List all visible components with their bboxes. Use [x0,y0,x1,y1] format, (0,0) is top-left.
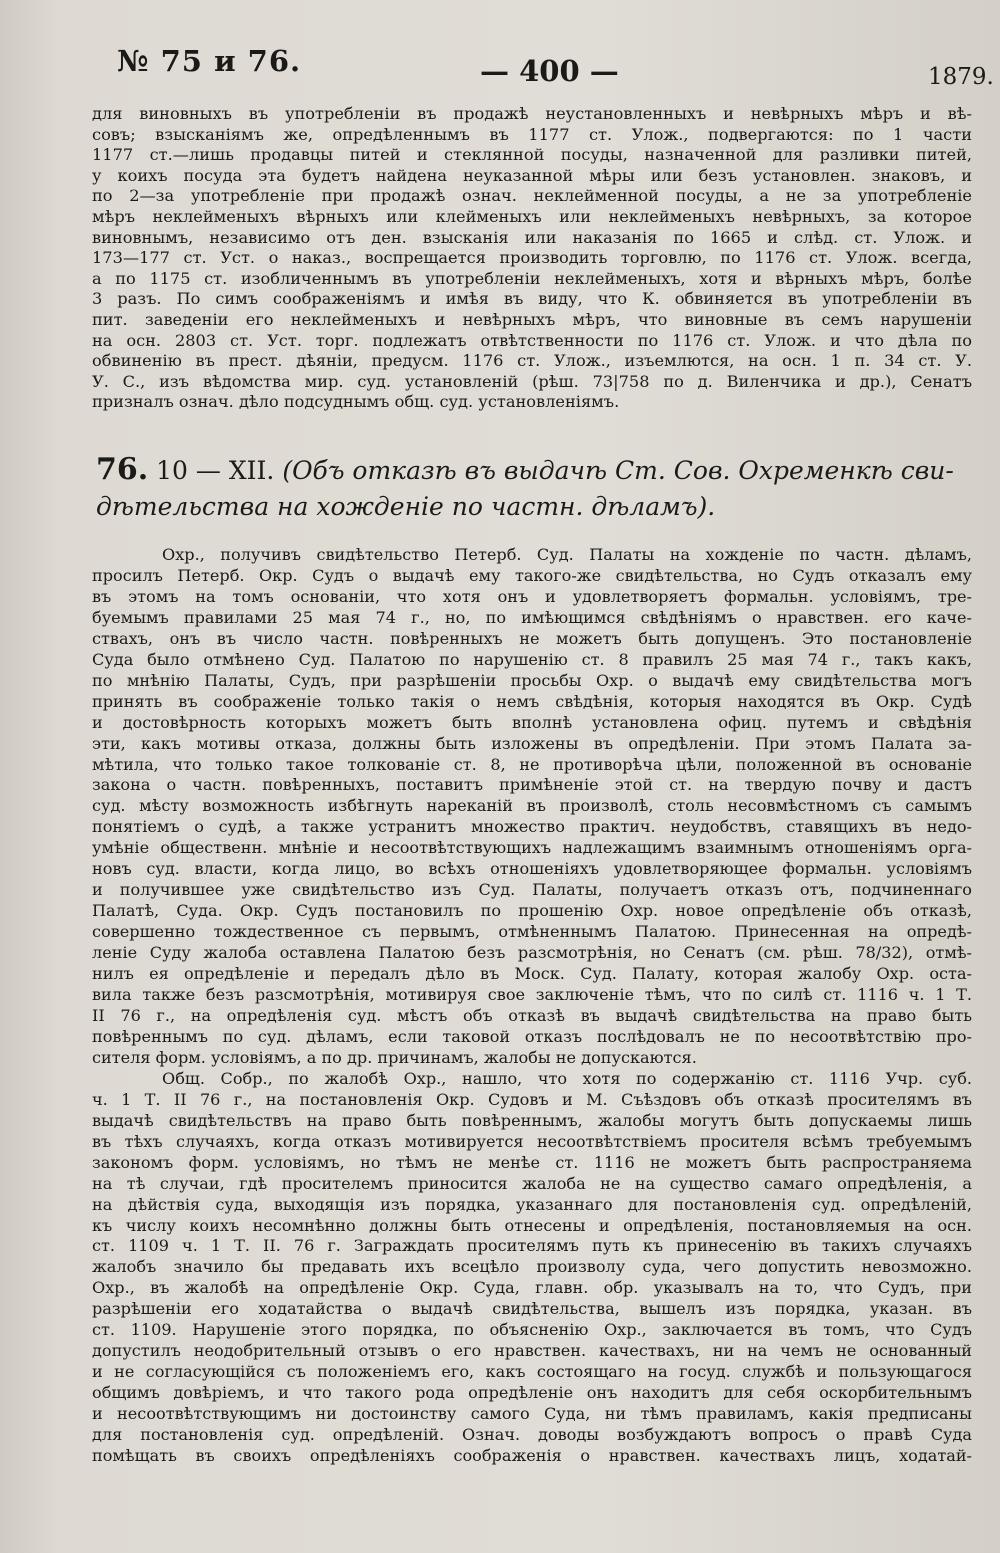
text-line: общимъ довѣріемъ, и что такого рода опредѣленіе онъ находитъ для себя оскорбительнымъ [92,1383,972,1403]
section-body [92,545,972,1467]
text-line: просилъ Петерб. Окр. Судъ о выдачѣ ему такого-же свидѣтельства, но Судъ отказалъ ему [92,565,972,585]
section-date: 10 — XII. [156,456,275,485]
text-line: совершенно тождественное съ первымъ, отмѣненнымъ Палатою. Принесенная на опредѣ- [92,922,972,942]
section-heading [96,452,976,525]
page-header [0,0,1000,100]
text-line: ч. 1 Т. II 76 г., на постановленія Окр. Судовъ и М. Съѣздовъ объ отказѣ просителямъ въ [92,1089,972,1109]
text-line: на осн. 2803 ст. Уст. торг. подлежатъ отвѣтственности по 1176 ст. Улож. и что дѣла по [92,330,972,350]
text-line: нилъ ея опредѣленіе и передалъ дѣло въ Моск. Суд. Палату, которая жалобу Охр. оста- [92,964,972,984]
text-line: а по 1175 ст. изобличеннымъ въ употребленіи неклейменыхъ, хотя и вѣрныхъ мѣръ, болѣе [92,268,972,288]
text-line: Палатѣ, Суда. Окр. Судъ постановилъ по прошенію Охр. новое опредѣленіе объ отказѣ, [92,901,972,921]
text-line: и получившее уже свидѣтельство изъ Суд. Палаты, получаетъ отказъ отъ, подчиненнаго [92,880,972,900]
text-line: понятіемъ о судѣ, а также устранитъ множество практич. неудобствъ, ставящихъ въ недо- [92,817,972,837]
text-line: Суда было отмѣнено Суд. Палатою по нарушенію ст. 8 правилъ 25 мая 74 г., такъ какъ, [92,649,972,669]
text-line: къ числу коихъ несомнѣнно должны быть отнесены и опредѣленія, постановляемыя на осн. [92,1215,972,1235]
section-title-line-2: дѣтельства на хожденіе по частн. дѣламъ). [96,492,716,521]
issue-number: № 75 и 76. [117,44,302,78]
text-line: леніе Суду жалоба оставлена Палатою безъ разсмотрѣнія, но Сенатъ (см. рѣш. 78/32), отмѣ- [92,943,972,963]
text-line: принять въ соображеніе только такія о немъ свѣдѣнія, которыя находятся въ Окр. Судѣ [92,691,972,711]
text-line: помѣщать въ своихъ опредѣленіяхъ соображенія о нравствен. качествахъ лицъ, ходатай- [92,1445,972,1465]
text-line: II 76 г., на опредѣленія суд. мѣстъ объ отказѣ въ выдачѣ свидѣтельства на право быть [92,1005,972,1025]
text-line: и не согласующійся съ положеніемъ его, какъ состоящаго на госуд. службѣ и пользующагося [92,1362,972,1382]
text-line: буемымъ правилами 25 мая 74 г., но, по имѣющимся свѣдѣніямъ о нравствен. его каче- [92,607,972,627]
text-line: обвиненію въ прест. дѣяніи, предусм. 1176 ст. Улож., изъемлются, на осн. 1 п. 34 ст. У. [92,351,972,371]
text-line: закона о частн. повѣренныхъ, поставитъ примѣненіе этой ст. на твердую почву и дастъ [92,775,972,795]
text-line: умѣніе общественн. мнѣніе и несоотвѣтствующихъ надлежащимъ взаимнымъ отношеніямъ орга- [92,838,972,858]
text-line: на дѣйствія суда, выходящія изъ порядка, указаннаго для постановленія суд. опредѣленій, [92,1194,972,1214]
text-line: повѣреннымъ по суд. дѣламъ, если таковой отказъ послѣдовалъ не по несоотвѣтствію про- [92,1026,972,1046]
text-line: виновнымъ, независимо отъ ден. взысканія или наказанія по 1665 и слѣд. ст. Улож. и [92,227,972,247]
text-line: мѣтила, что только такое толкованіе ст. 8, не противорѣча цѣли, положенной въ основаніе [92,754,972,774]
text-line: сителя форм. условіямъ, а по др. причинамъ, жалобы не допускаются. [92,1047,697,1067]
text-line: закономъ форм. условіямъ, но тѣмъ не менѣе ст. 1116 не можетъ быть распространяема [92,1152,972,1172]
text-line: по мнѣнію Палаты, Судъ, при разрѣшеніи просьбы Охр. о выдачѣ ему свидѣтельства могъ [92,670,972,690]
text-line: для виновныхъ въ употребленіи въ продажѣ неустановленныхъ и невѣрныхъ мѣръ и вѣ- [92,104,972,123]
text-line: 1177 ст.—лишь продавцы питей и стеклянной посуды, назначенной для разливки питей, [92,145,972,165]
text-line: въ тѣхъ случаяхъ, когда отказъ мотивируется несоотвѣтствіемъ просителя всѣмъ требуемымъ [92,1131,972,1151]
text-line: у коихъ посуда эта будетъ найдена неуказанной мѣры или безъ установлен. знаковъ, и [92,165,972,185]
section-title-line-1: (Объ отказѣ въ выдачѣ Ст. Сов. Охременкѣ сви- [282,456,954,485]
text-line: 173—177 ст. Уст. о наказ., воспрещается производить торговлю, по 1176 ст. Улож. всегда, [92,248,972,268]
text-line: суд. мѣсту возможность избѣгнуть нареканій въ произволѣ, столь несовмѣстномъ съ самымъ [92,796,972,816]
text-line: допустилъ неодобрительный отзывъ о его нравствен. качествахъ, ни на чемъ не основанный [92,1341,972,1361]
text-line: на тѣ случаи, гдѣ просителемъ приносится жалоба не на существо самаго опредѣленія, а [92,1173,972,1193]
page-number: — 400 — [480,54,619,88]
text-line: мѣръ неклейменыхъ вѣрныхъ или клейменыхъ или неклейменыхъ невѣрныхъ, за которое [92,206,972,226]
text-line: ствахъ, онъ въ число частн. повѣренныхъ не можетъ быть допущенъ. Это постановленіе [92,628,972,648]
text-line: совъ; взысканіямъ же, опредѣленнымъ въ 1177 ст. Улож., подвергаются: по 1 части [92,124,972,144]
text-line: по 2—за употребленіе при продажѣ означ. неклейменной посуды, а не за употребленіе [92,186,972,206]
text-line: призналъ означ. дѣло подсуднымъ общ. суд. установленіямъ. [92,392,620,412]
text-line: жалобъ значило бы предавать ихъ всецѣло произволу суда, чего допустить невозможно. [92,1257,972,1277]
text-line: новъ суд. власти, когда лицо, во всѣхъ отношеніяхъ удовлетворяющее формальн. условіямъ [92,859,972,879]
text-line: Общ. Собр., по жалобѣ Охр., нашло, что хотя по содержанію ст. 1116 Учр. суб. [162,1068,972,1088]
text-line: ст. 1109. Нарушеніе этого порядка, по объясненію Охр., заключается въ томъ, что Судъ [92,1320,972,1340]
text-line: У. С., изъ вѣдомства мир. суд. установленій (рѣш. 73|758 по д. Виленчика и др.), Сенатъ [92,371,972,391]
text-line: пит. заведеніи его неклейменыхъ и невѣрныхъ мѣръ, что виновные въ семъ нарушеніи [92,309,972,329]
text-line: выдачѣ свидѣтельствъ на право быть повѣреннымъ, жалобы могутъ быть допускаемы лишь [92,1110,972,1130]
text-line: и несоотвѣтствующимъ ни достоинству самого Суда, ни тѣмъ правиламъ, какія предписаны [92,1404,972,1424]
text-line: и достовѣрность которыхъ можетъ быть вполнѣ установлена офиц. путемъ и свѣдѣнія [92,712,972,732]
continuation-paragraph [92,104,972,413]
text-line: вила также безъ разсмотрѣнія, мотивируя свое заключеніе тѣмъ, что по силѣ ст. 1116 ч. 1 Т. [92,985,972,1005]
text-line: Охр., получивъ свидѣтельство Петерб. Суд. Палаты на хожденіе по частн. дѣламъ, [162,545,972,564]
text-line: разрѣшеніи его ходатайства о выдачѣ свидѣтельства, вышелъ изъ порядка, указан. въ [92,1299,972,1319]
text-line: эти, какъ мотивы отказа, должны быть изложены въ опредѣленіи. При этомъ Палата за- [92,733,972,753]
text-line: 3 разъ. По симъ соображеніямъ и имѣя въ виду, что К. обвиняется въ употребленіи въ [92,289,972,309]
section-number: 76. [96,452,149,487]
text-line: Охр., въ жалобѣ на опредѣленіе Окр. Суда, главн. обр. указывалъ на то, что Судъ, при [92,1278,972,1298]
text-line: для постановленія суд. опредѣленій. Означ. доводы возбуждаютъ вопросъ о правѣ Суда [92,1425,972,1445]
year: 1879. [928,64,994,90]
text-line: въ этомъ на томъ основаніи, что хотя онъ и удовлетворяетъ формальн. условіямъ, тре- [92,586,972,606]
text-line: ст. 1109 ч. 1 Т. II. 76 г. Заграждать просителямъ путь къ принесенію въ такихъ случаяхъ [92,1236,972,1256]
